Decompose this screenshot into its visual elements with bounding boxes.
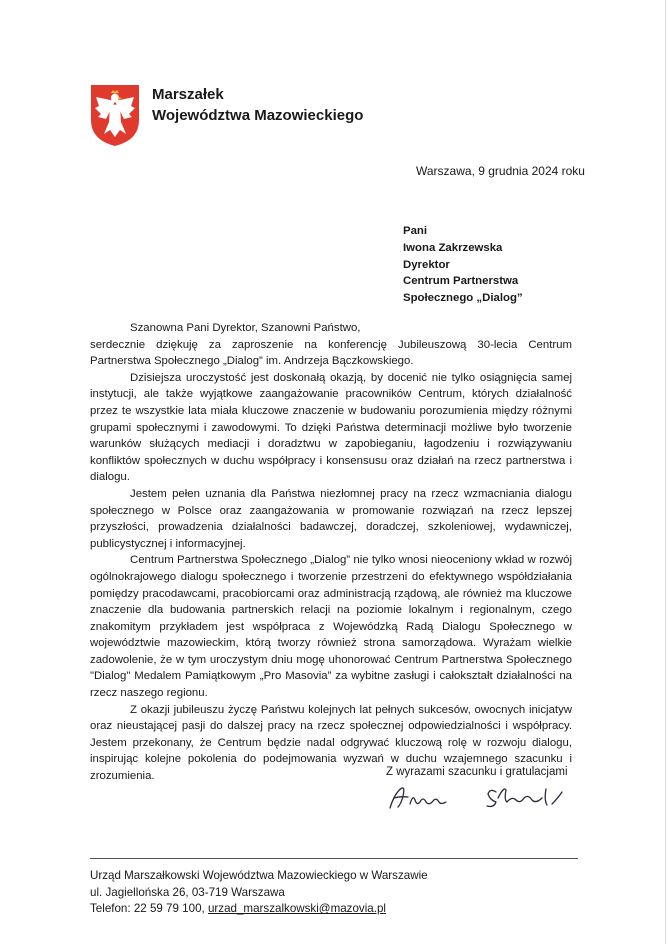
letter-paragraph-4: Centrum Partnerstwa Społecznego „Dialog” nie tylko wnosi nieoceniony wkład w rozwój ogólnokrajowego dialogu społecznego i tworzenie przestrzeni do efektywnego współdziałania pomiędzy pracodawcami, pracobiorcami oraz administracją rządową, ale również ma kluczowe znaczenie dla budowania partnerskich relacji na poziomie lokalnym i regionalnym, czego znakomitym przykładem jest współpraca z Wojewódzką Radą Dialogu Społecznego w województwie mazowieckim, którą tworzy również strona samorządowa. Wyrażam wielkie zadowolenie, że w tym uroczystym dniu mogę uhonorować Centrum Partnerstwa Społecznego "Dialog" Medalem Pamiątkowym „Pro Masovia” za wybitne zasługi i całokształt działalności na rzecz naszego regionu.	[90, 554, 572, 700]
letter-paragraph-3: Jestem pełen uznania dla Państwa niezłomnej pracy na rzecz wzmacniania dialogu społecznego w Polsce oraz zaangażowania w promowanie rozwiązań na rzecz lepszej przyszłości, prowadzenia działalności badawczej, doradczej, szkoleniowej, wydawniczej, publicystycznej i informacyjnej.	[90, 487, 572, 550]
recipient-org-line1: Centrum Partnerstwa	[403, 275, 519, 288]
letter-date: Warszawa, 9 grudnia 2024 roku	[416, 164, 585, 178]
letter-closing: Z wyrazami szacunku i gratulacjami	[386, 766, 568, 778]
page-edge	[665, 0, 666, 944]
footer-office: Urząd Marszałkowski Województwa Mazowieckiego w Warszawie	[90, 869, 428, 882]
footer-phone: Telefon: 22 59 79 100,	[90, 902, 205, 916]
footer-divider	[90, 858, 578, 859]
recipient-name: Iwona Zakrzewska	[403, 241, 503, 254]
footer-address: ul. Jagiellońska 26, 03-719 Warszawa	[90, 885, 285, 899]
letter-body	[90, 320, 572, 785]
footer-email-link[interactable]: urzad_marszalkowski@mazovia.pl	[207, 902, 386, 916]
letter-greeting: Szanowna Pani Dyrektor, Szanowni Państwo,	[130, 322, 361, 334]
issuer-name	[152, 84, 363, 126]
footer-contact	[90, 901, 428, 918]
recipient-position: Dyrektor	[403, 258, 450, 271]
handwritten-signature	[386, 780, 576, 812]
letter-paragraph-5: Z okazji jubileuszu życzę Państwu kolejnych lat pełnych sukcesów, owocnych inicjatyw oraz nieustającej pasji do dalszej pracy na rzecz społecznej odpowiedzialności i współpracy. Jestem przekonany, że Centrum będzie nadal odgrywać kluczową rolę w rozwoju dialogu, inspirując kolejne pokolenia do podejmowania wyzwań w duchu wzajemnego szacunku i zrozumienia.	[90, 703, 572, 783]
issuer-title: Marszałek	[152, 86, 224, 103]
issuer-region: Województwa Mazowieckiego	[152, 107, 364, 124]
eagle-crest-icon	[90, 84, 140, 147]
recipient-block	[403, 223, 523, 307]
footer	[90, 868, 428, 918]
letter-paragraph-2: Dzisiejsza uroczystość jest doskonałą okazją, by docenić nie tylko osiągnięcia samej instytucji, ale także wyjątkowe zaangażowanie pracowników Centrum, których działalność przez te wszystkie lata miała kluczowe znaczenie w budowaniu porozumienia między różnymi grupami społecznymi i zawodowymi. To dzięki Państwa determinacji możliwe było tworzenie warunków służących mediacji i doradztwu w zapobieganiu, łagodzeniu i rozwiązywaniu konfliktów społecznych w duchu współpracy i konsensusu oraz działań na rzecz partnerstwa i dialogu.	[90, 371, 572, 484]
letter-paragraph-1: serdecznie dziękuję za zaproszenie na konferencję Jubileuszową 30-lecia Centrum Partnerstwa Społecznego „Dialog” im. Andrzeja Bączkowskiego.	[90, 338, 572, 368]
recipient-salutation: Pani	[403, 225, 428, 237]
recipient-org-line2: Społecznego „Dialog”	[403, 292, 523, 305]
